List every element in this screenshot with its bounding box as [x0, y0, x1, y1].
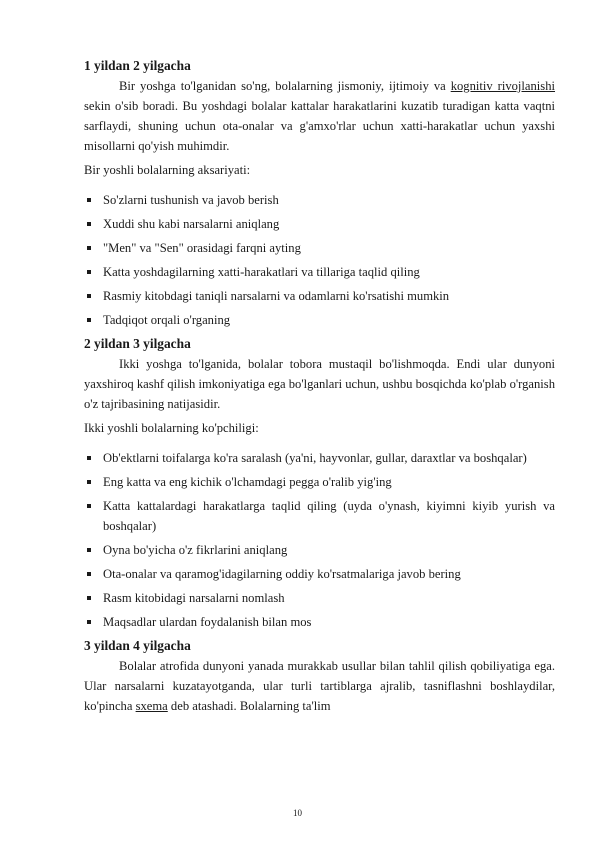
list-item: Rasm kitobidagi narsalarni nomlash: [84, 588, 555, 608]
paragraph-text: Bir yoshga to'lganidan so'ng, bolalarning jismoniy, ijtimoiy va: [119, 79, 451, 93]
paragraph-text: deb atashadi. Bolalarning ta'lim: [167, 699, 331, 713]
list-item: Eng katta va eng kichik o'lchamdagi pegga o'ralib yig'ing: [84, 472, 555, 492]
list-item: Maqsadlar ulardan foydalanish bilan mos: [84, 612, 555, 632]
list-intro: Bir yoshli bolalarning aksariyati:: [84, 163, 251, 177]
section-paragraph-1-2: [84, 76, 555, 156]
square-bullet-icon: [87, 198, 91, 202]
section-heading-3-4: 3 yildan 4 yilgacha: [84, 638, 191, 653]
section-paragraph-3-4: [84, 656, 555, 716]
paragraph-text: sekin o'sib boradi. Bu yoshdagi bolalar kattalar harakatlarini kuzatib turadigan katta vaqtni sarflaydi, shuning uchun ota-onalar va g'amxo'rlar uchun xatti-harakatlar uchun yaxshi misollarni qo'yish muhimdir.: [84, 99, 555, 153]
list-item: Xuddi shu kabi narsalarni aniqlang: [84, 214, 555, 234]
list-item: Ob'ektlarni toifalarga ko'ra saralash (ya'ni, hayvonlar, gullar, daraxtlar va boshqalar): [84, 448, 555, 468]
document-page: [84, 56, 555, 720]
list-item: Ota-onalar va qaramog'idagilarning oddiy ko'rsatmalariga javob bering: [84, 564, 555, 584]
bullet-list-2-3: [84, 448, 555, 632]
square-bullet-icon: [87, 572, 91, 576]
square-bullet-icon: [87, 504, 91, 508]
square-bullet-icon: [87, 294, 91, 298]
list-item: Oyna bo'yicha o'z fikrlarini aniqlang: [84, 540, 555, 560]
section-paragraph-2-3: Ikki yoshga to'lganida, bolalar tobora mustaqil bo'lishmoqda. Endi ular dunyoni yaxshiroq kashf qilish imkoniyatiga ega bo'lganlari uchun, ushbu bosqichda ko'plab o'rganish o'z tajribasining natijasidir.: [84, 357, 555, 411]
square-bullet-icon: [87, 270, 91, 274]
list-item: Katta kattalardagi harakatlarga taqlid qiling (uyda o'ynash, kiyimni kiyib yurish va boshqalar): [84, 496, 555, 536]
section-heading-2-3: 2 yildan 3 yilgacha: [84, 336, 191, 351]
section-heading-1-2: 1 yildan 2 yilgacha: [84, 58, 191, 73]
square-bullet-icon: [87, 596, 91, 600]
cognitive-development-link[interactable]: kognitiv rivojlanishi: [450, 79, 556, 93]
square-bullet-icon: [87, 246, 91, 250]
list-item: "Men" va "Sen" orasidagi farqni ayting: [84, 238, 555, 258]
page-number: 10: [293, 808, 302, 818]
list-item: Tadqiqot orqali o'rganing: [84, 310, 555, 330]
square-bullet-icon: [87, 620, 91, 624]
square-bullet-icon: [87, 480, 91, 484]
schema-link[interactable]: sxema: [135, 699, 168, 713]
square-bullet-icon: [87, 548, 91, 552]
bullet-list-1-2: [84, 190, 555, 330]
square-bullet-icon: [87, 318, 91, 322]
square-bullet-icon: [87, 222, 91, 226]
list-item: Rasmiy kitobdagi taniqli narsalarni va odamlarni ko'rsatishi mumkin: [84, 286, 555, 306]
list-item: So'zlarni tushunish va javob berish: [84, 190, 555, 210]
paragraph-text: Bolalar atrofida dunyoni yanada murakkab usullar bilan tahlil qilish qobiliyatiga ega. Ular narsalarni kuzatayotganda, ular turli tartiblarga ajralib, tasniflashni boshlaydilar, ko'pincha: [84, 659, 555, 713]
list-intro: Ikki yoshli bolalarning ko'pchiligi:: [84, 421, 259, 435]
square-bullet-icon: [87, 456, 91, 460]
list-item: Katta yoshdagilarning xatti-harakatlari va tillariga taqlid qiling: [84, 262, 555, 282]
